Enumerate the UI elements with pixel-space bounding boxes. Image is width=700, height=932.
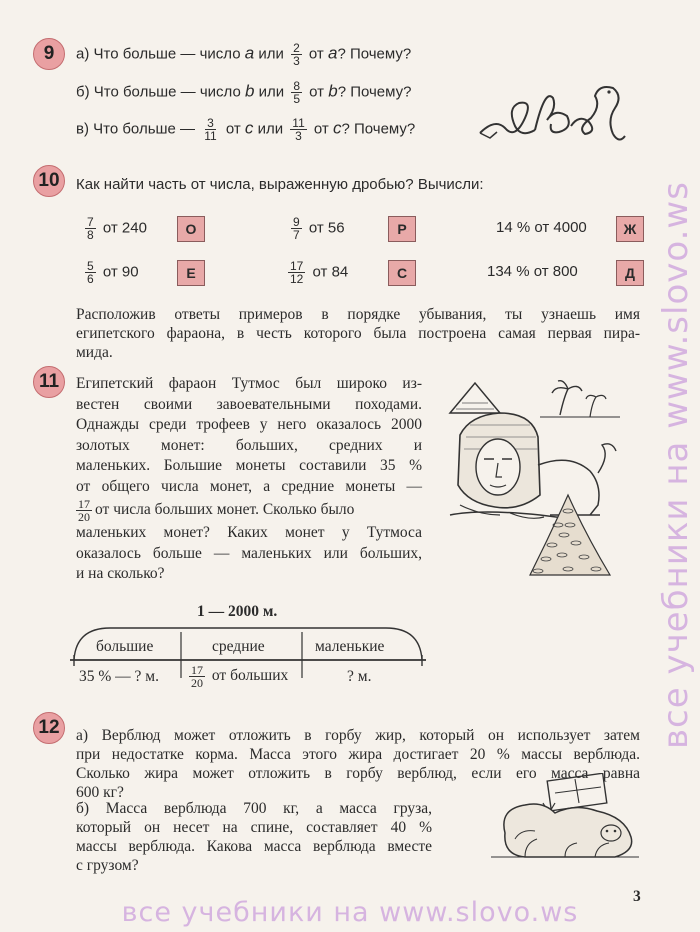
diagram-value-mid bbox=[186, 664, 288, 689]
answer-letter-box: Р bbox=[388, 216, 416, 242]
numerator: 17 bbox=[78, 496, 90, 511]
text-line: 600 кг? bbox=[76, 784, 124, 801]
text: от bbox=[221, 120, 245, 138]
diagram-label-mid: средние bbox=[212, 638, 265, 655]
denominator: 12 bbox=[290, 272, 304, 286]
numerator: 7 bbox=[87, 215, 94, 229]
text: ? Почему? bbox=[341, 120, 416, 138]
text: от 240 bbox=[102, 219, 147, 237]
text-line: Расположив ответы примеров в порядке убывания, ты узнаешь имя bbox=[76, 306, 640, 323]
text-line: маленьких монет? Каких монет у Тутмоса bbox=[76, 524, 422, 541]
numerator: 17 bbox=[191, 663, 203, 677]
text: б) Что больше — число bbox=[76, 83, 245, 101]
abc-snake-illustration bbox=[475, 78, 635, 148]
text-line: б) Масса верблюда 700 кг, а масса груза, bbox=[76, 800, 432, 817]
variable: b bbox=[244, 81, 255, 101]
text: а) Что больше — число bbox=[76, 45, 245, 63]
variable: b bbox=[328, 81, 338, 101]
fraction bbox=[189, 664, 205, 689]
numerator: 3 bbox=[207, 116, 214, 130]
text-line: от общего числа монет, а средние монеты — bbox=[76, 477, 422, 495]
text: от bbox=[305, 83, 329, 101]
ex10-note bbox=[76, 305, 640, 362]
text-line: мида. bbox=[76, 344, 113, 361]
text: в) Что больше — bbox=[76, 120, 200, 138]
numerator: 2 bbox=[293, 41, 300, 55]
denominator: 5 bbox=[293, 92, 300, 106]
text-line: массы верблюда. Какова масса верблюда вместе bbox=[76, 838, 432, 855]
text-line: Сколько жира может отложить в горбу верблюд, если его масса равна bbox=[76, 765, 640, 782]
text-line: вестен своими завоевательными походами. bbox=[76, 395, 422, 413]
variable: a bbox=[327, 43, 338, 63]
numerator: 5 bbox=[87, 259, 94, 273]
text-line: при недостатке корма. Масса этого жира достигает 20 % массы верблюда. bbox=[76, 746, 640, 763]
side-watermark: все учебники на www.slovo.ws bbox=[656, 181, 696, 749]
ex10-item-4 bbox=[82, 260, 139, 285]
fraction bbox=[202, 117, 218, 142]
sphinx-illustration bbox=[440, 375, 630, 580]
denominator: 8 bbox=[87, 228, 94, 242]
diagram-total: 1 — 2000 м. bbox=[197, 603, 278, 620]
diagram-label-small: маленькие bbox=[315, 638, 385, 655]
exercise-9-badge bbox=[33, 38, 65, 70]
text: от 84 bbox=[312, 263, 349, 281]
answer-letter-box: Е bbox=[177, 260, 205, 286]
exercise-number: 9 bbox=[43, 43, 55, 64]
ex10-item-1 bbox=[82, 216, 147, 241]
answer-letter-box: С bbox=[388, 260, 416, 286]
variable: c bbox=[244, 118, 254, 138]
fraction bbox=[291, 42, 302, 67]
fraction bbox=[291, 80, 302, 105]
text: или bbox=[253, 120, 288, 138]
text: или bbox=[254, 83, 289, 101]
text-line: египетского фараона, в честь которого была построена самая первая пира- bbox=[76, 325, 640, 342]
variable: c bbox=[332, 118, 342, 138]
text: от 56 bbox=[308, 219, 345, 237]
ex10-question: Как найти часть от числа, выраженную дробью? Вычисли: bbox=[76, 176, 484, 193]
text: от больших bbox=[208, 667, 289, 685]
text-line: и на сколько? bbox=[76, 565, 165, 582]
ex11-text bbox=[76, 374, 422, 585]
text: от 90 bbox=[102, 263, 139, 281]
fraction bbox=[76, 498, 92, 523]
exercise-number: 11 bbox=[38, 371, 60, 392]
diagram-value-big: 35 % — ? м. bbox=[79, 668, 159, 685]
text: ? Почему? bbox=[337, 45, 412, 63]
numerator: 17 bbox=[290, 259, 304, 273]
ex12-b bbox=[76, 799, 432, 875]
exercise-12-badge bbox=[33, 712, 65, 744]
text: от числа больших монет. Сколько было bbox=[95, 500, 355, 518]
exercise-number: 10 bbox=[38, 170, 60, 191]
ex10-item-2 bbox=[288, 216, 345, 241]
denominator: 3 bbox=[293, 54, 300, 68]
answer-letter-box: О bbox=[177, 216, 205, 242]
text-line: маленьких. Большие монеты составили 35 % bbox=[76, 457, 422, 474]
page-number: 3 bbox=[633, 888, 641, 905]
denominator: 6 bbox=[87, 272, 94, 286]
text-line: Египетский фараон Тутмос был широко из- bbox=[76, 375, 422, 392]
denominator: 11 bbox=[204, 129, 217, 143]
bottom-watermark: все учебники на www.slovo.ws bbox=[121, 897, 579, 928]
denominator: 20 bbox=[78, 509, 90, 524]
text-line: с грузом? bbox=[76, 857, 139, 874]
exercise-10-badge bbox=[33, 165, 65, 197]
exercise-11-badge bbox=[33, 366, 65, 398]
numerator: 8 bbox=[293, 79, 300, 93]
text: ? Почему? bbox=[337, 83, 412, 101]
ex9-c bbox=[76, 117, 415, 142]
denominator: 20 bbox=[191, 676, 203, 690]
text-line: который он несет на спине, составляет 40 % bbox=[76, 819, 432, 836]
text-line: а) Верблюд может отложить в горбу жир, который он использует затем bbox=[76, 727, 640, 744]
numerator: 11 bbox=[292, 116, 305, 130]
answer-letter-box: Д bbox=[616, 260, 644, 286]
answer-letter-box: Ж bbox=[616, 216, 644, 242]
fraction bbox=[288, 260, 305, 285]
ex10-item-5 bbox=[285, 260, 348, 285]
numerator: 9 bbox=[293, 215, 300, 229]
fraction bbox=[85, 260, 96, 285]
ex10-item-6: 134 % от 800 bbox=[487, 263, 578, 280]
diagram-value-small: ? м. bbox=[347, 668, 372, 685]
text: или bbox=[254, 45, 289, 63]
text-line bbox=[76, 497, 422, 523]
fraction bbox=[290, 117, 306, 142]
fraction bbox=[85, 216, 96, 241]
ex9-b bbox=[76, 80, 411, 105]
text-line: Однажды среди трофеев у него оказалось 2000 bbox=[76, 416, 422, 433]
diagram-label-big: большие bbox=[96, 638, 154, 655]
exercise-number: 12 bbox=[38, 717, 60, 738]
text-line: оказалось больше — маленьких или больших, bbox=[76, 544, 422, 562]
denominator: 3 bbox=[295, 129, 302, 143]
ex9-a bbox=[76, 42, 411, 67]
denominator: 7 bbox=[293, 228, 300, 242]
text: от bbox=[304, 45, 328, 63]
fraction bbox=[291, 216, 302, 241]
text-line: золотых монет: больших, средних и bbox=[76, 436, 422, 454]
text: от bbox=[309, 120, 333, 138]
ex10-item-3: 14 % от 4000 bbox=[496, 219, 587, 236]
camel-illustration bbox=[485, 773, 645, 865]
variable: a bbox=[244, 43, 255, 63]
